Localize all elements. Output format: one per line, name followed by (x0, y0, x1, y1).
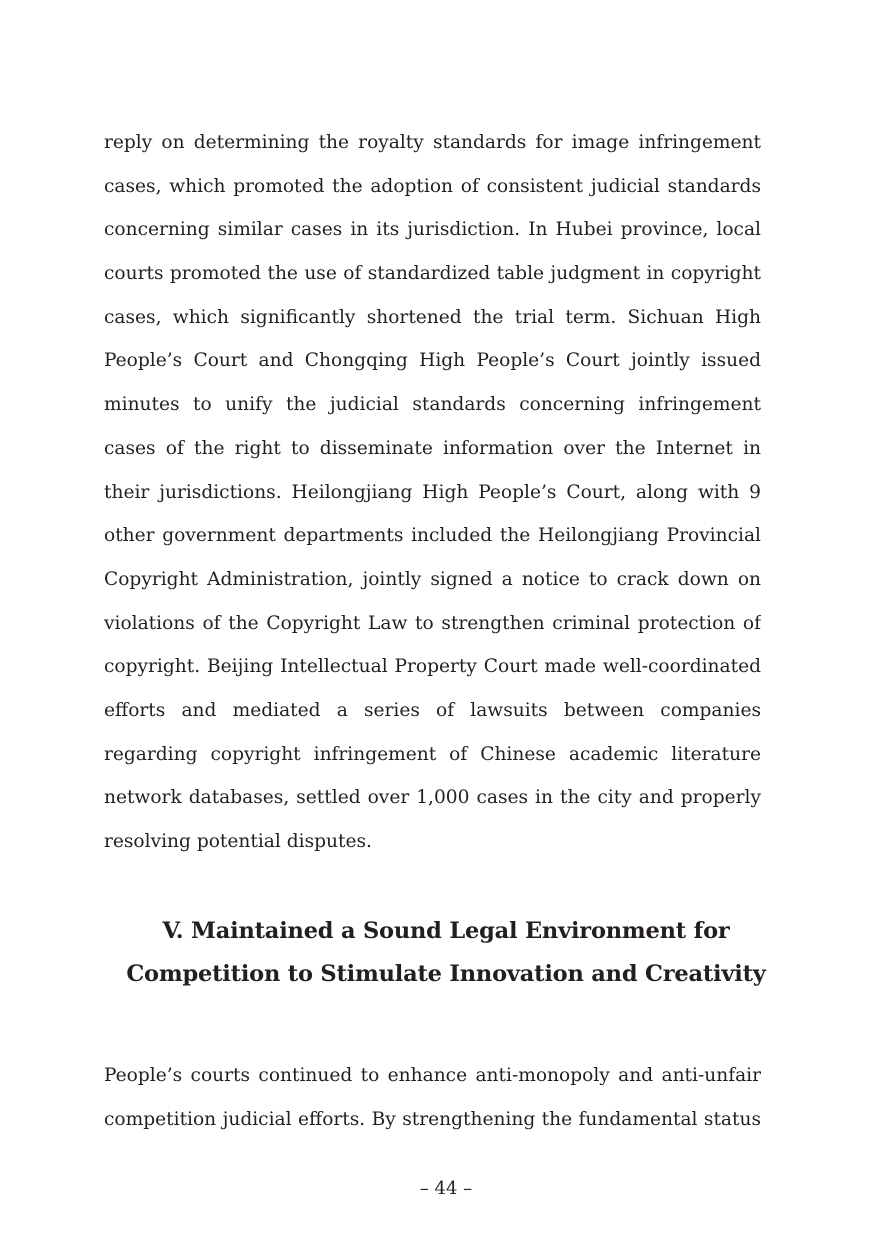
body-paragraph-1 (104, 126, 761, 869)
section-heading-line-1: V. Maintained a Sound Legal Environment for (162, 918, 730, 944)
text-line: other government departments included the Heilongjiang Provincial (104, 525, 761, 547)
text-line: Copyright Administration, jointly signed a notice to crack down on (104, 568, 761, 590)
body-paragraph-2 (104, 1059, 761, 1146)
section-heading (80, 910, 812, 996)
text-line: efforts and mediated a series of lawsuits between companies (104, 699, 761, 721)
text-line: minutes to unify the judicial standards concerning infringement (104, 394, 761, 416)
text-line: resolving potential disputes. (104, 831, 372, 852)
text-line: cases, which promoted the adoption of consistent judicial standards (104, 175, 761, 197)
text-line: cases of the right to disseminate information over the Internet in (104, 437, 761, 459)
text-line: copyright. Beijing Intellectual Property Court made well-coordinated (104, 656, 761, 678)
text-line: People’s Court and Chongqing High People’s Court jointly issued (104, 350, 761, 372)
text-line: competition judicial efforts. By strengthening the fundamental status (104, 1108, 761, 1130)
text-line: regarding copyright infringement of Chinese academic literature (104, 743, 761, 765)
text-line: concerning similar cases in its jurisdiction. In Hubei province, local (104, 219, 761, 241)
text-line: their jurisdictions. Heilongjiang High People’s Court, along with 9 (104, 481, 761, 503)
text-line: People’s courts continued to enhance anti-monopoly and anti-unfair (104, 1065, 761, 1086)
text-line: network databases, settled over 1,000 cases in the city and properly (104, 787, 761, 809)
text-line: violations of the Copyright Law to strengthen criminal protection of (104, 612, 761, 634)
section-heading-line-2: Competition to Stimulate Innovation and Creativity (126, 961, 766, 987)
text-line: reply on determining the royalty standards for image infringement (104, 132, 761, 153)
page-number: – 44 – (419, 1178, 473, 1199)
text-line: courts promoted the use of standardized table judgment in copyright (104, 263, 761, 285)
text-line: cases, which significantly shortened the trial term. Sichuan High (104, 306, 761, 328)
